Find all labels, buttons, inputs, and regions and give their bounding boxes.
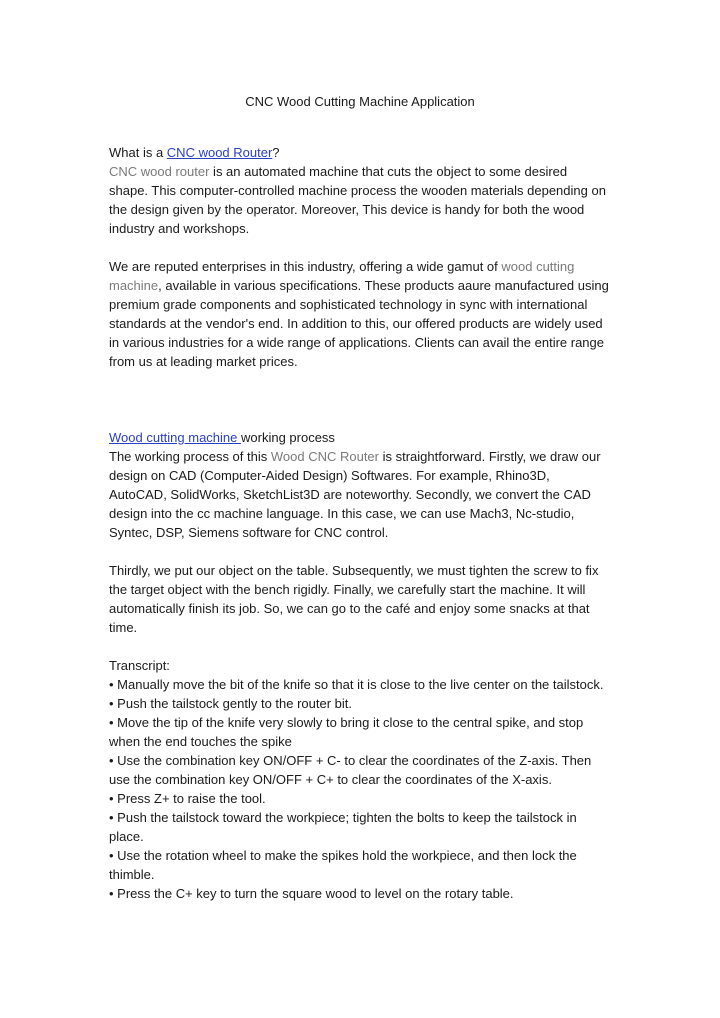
steps-paragraph: Thirdly, we put our object on the table. Subsequently, we must tighten the screw to fix the target object with the bench rigidly. Finally, we carefully start the machine. It will automatically finish its job. So, we can go to the café and enjoy some snacks at that time. bbox=[109, 563, 599, 635]
cnc-wood-router-link[interactable]: CNC wood Router bbox=[166, 145, 273, 160]
intro-paragraph bbox=[109, 162, 609, 238]
question-line bbox=[109, 143, 609, 162]
process-heading-text: working process bbox=[241, 430, 335, 445]
document-title: CNC Wood Cutting Machine Application bbox=[245, 94, 475, 109]
question-prefix: What is a bbox=[109, 145, 167, 160]
cnc-wood-router-keyword: CNC wood router bbox=[109, 164, 210, 179]
enterprise-paragraph-rest: , available in various specifications. These products aaure manufactured using premium grade components and sophisticated technology in sync with international standards at the vendor's end. In addition to this, our offered products are widely used in various industries for a wide range of applications. Clients can avail the entire range from us at leading market prices. bbox=[109, 278, 609, 369]
transcript-item: • Push the tailstock gently to the router bit. bbox=[109, 696, 353, 711]
enterprise-paragraph bbox=[109, 257, 609, 371]
process-paragraph-start: The working process of this bbox=[109, 449, 271, 464]
transcript-item: • Push the tailstock toward the workpiece; tighten the bolts to keep the tailstock in place. bbox=[109, 810, 577, 844]
enterprise-paragraph-start: We are reputed enterprises in this industry, offering a wide gamut of bbox=[109, 259, 502, 274]
question-suffix: ? bbox=[272, 145, 280, 160]
wood-cnc-router-keyword: Wood CNC Router bbox=[270, 449, 379, 464]
process-paragraph-rest: is straightforward. Firstly, we draw our design on CAD (Computer-Aided Design) Softwares. For example, Rhino3D, AutoCAD, SolidWorks, SketchList3D are noteworthy. Secondly, we convert the CAD design into the cc machine language. In this case, we can use Mach3, Nc-studio, Syntec, DSP, Siemens software for CNC control. bbox=[109, 449, 601, 540]
transcript-label: Transcript: bbox=[109, 658, 170, 673]
document-body bbox=[109, 143, 609, 903]
process-heading bbox=[109, 428, 609, 447]
transcript-item: • Press Z+ to raise the tool. bbox=[109, 791, 266, 806]
transcript-item: • Use the combination key ON/OFF + C- to clear the coordinates of the Z-axis. Then use the combination key ON/OFF + C+ to clear the coordinates of the X-axis. bbox=[109, 753, 592, 787]
process-paragraph bbox=[109, 447, 609, 542]
transcript-item: • Manually move the bit of the knife so that it is close to the live center on the tailstock. bbox=[109, 677, 604, 692]
transcript-item: • Use the rotation wheel to make the spikes hold the workpiece, and then lock the thimble. bbox=[109, 848, 577, 882]
transcript-item: • Move the tip of the knife very slowly to bring it close to the central spike, and stop when the end touches the spike bbox=[109, 715, 584, 749]
wood-cutting-machine-keyword: wood cutting machine bbox=[109, 259, 575, 293]
transcript-item: • Press the C+ key to turn the square wood to level on the rotary table. bbox=[109, 886, 514, 901]
wood-cutting-machine-link[interactable]: Wood cutting machine bbox=[109, 430, 241, 445]
intro-paragraph-text: is an automated machine that cuts the object to some desired shape. This computer-controlled machine process the wooden materials depending on the design given by the operator. Moreover, This device is handy for both the wood industry and workshops. bbox=[109, 164, 606, 236]
